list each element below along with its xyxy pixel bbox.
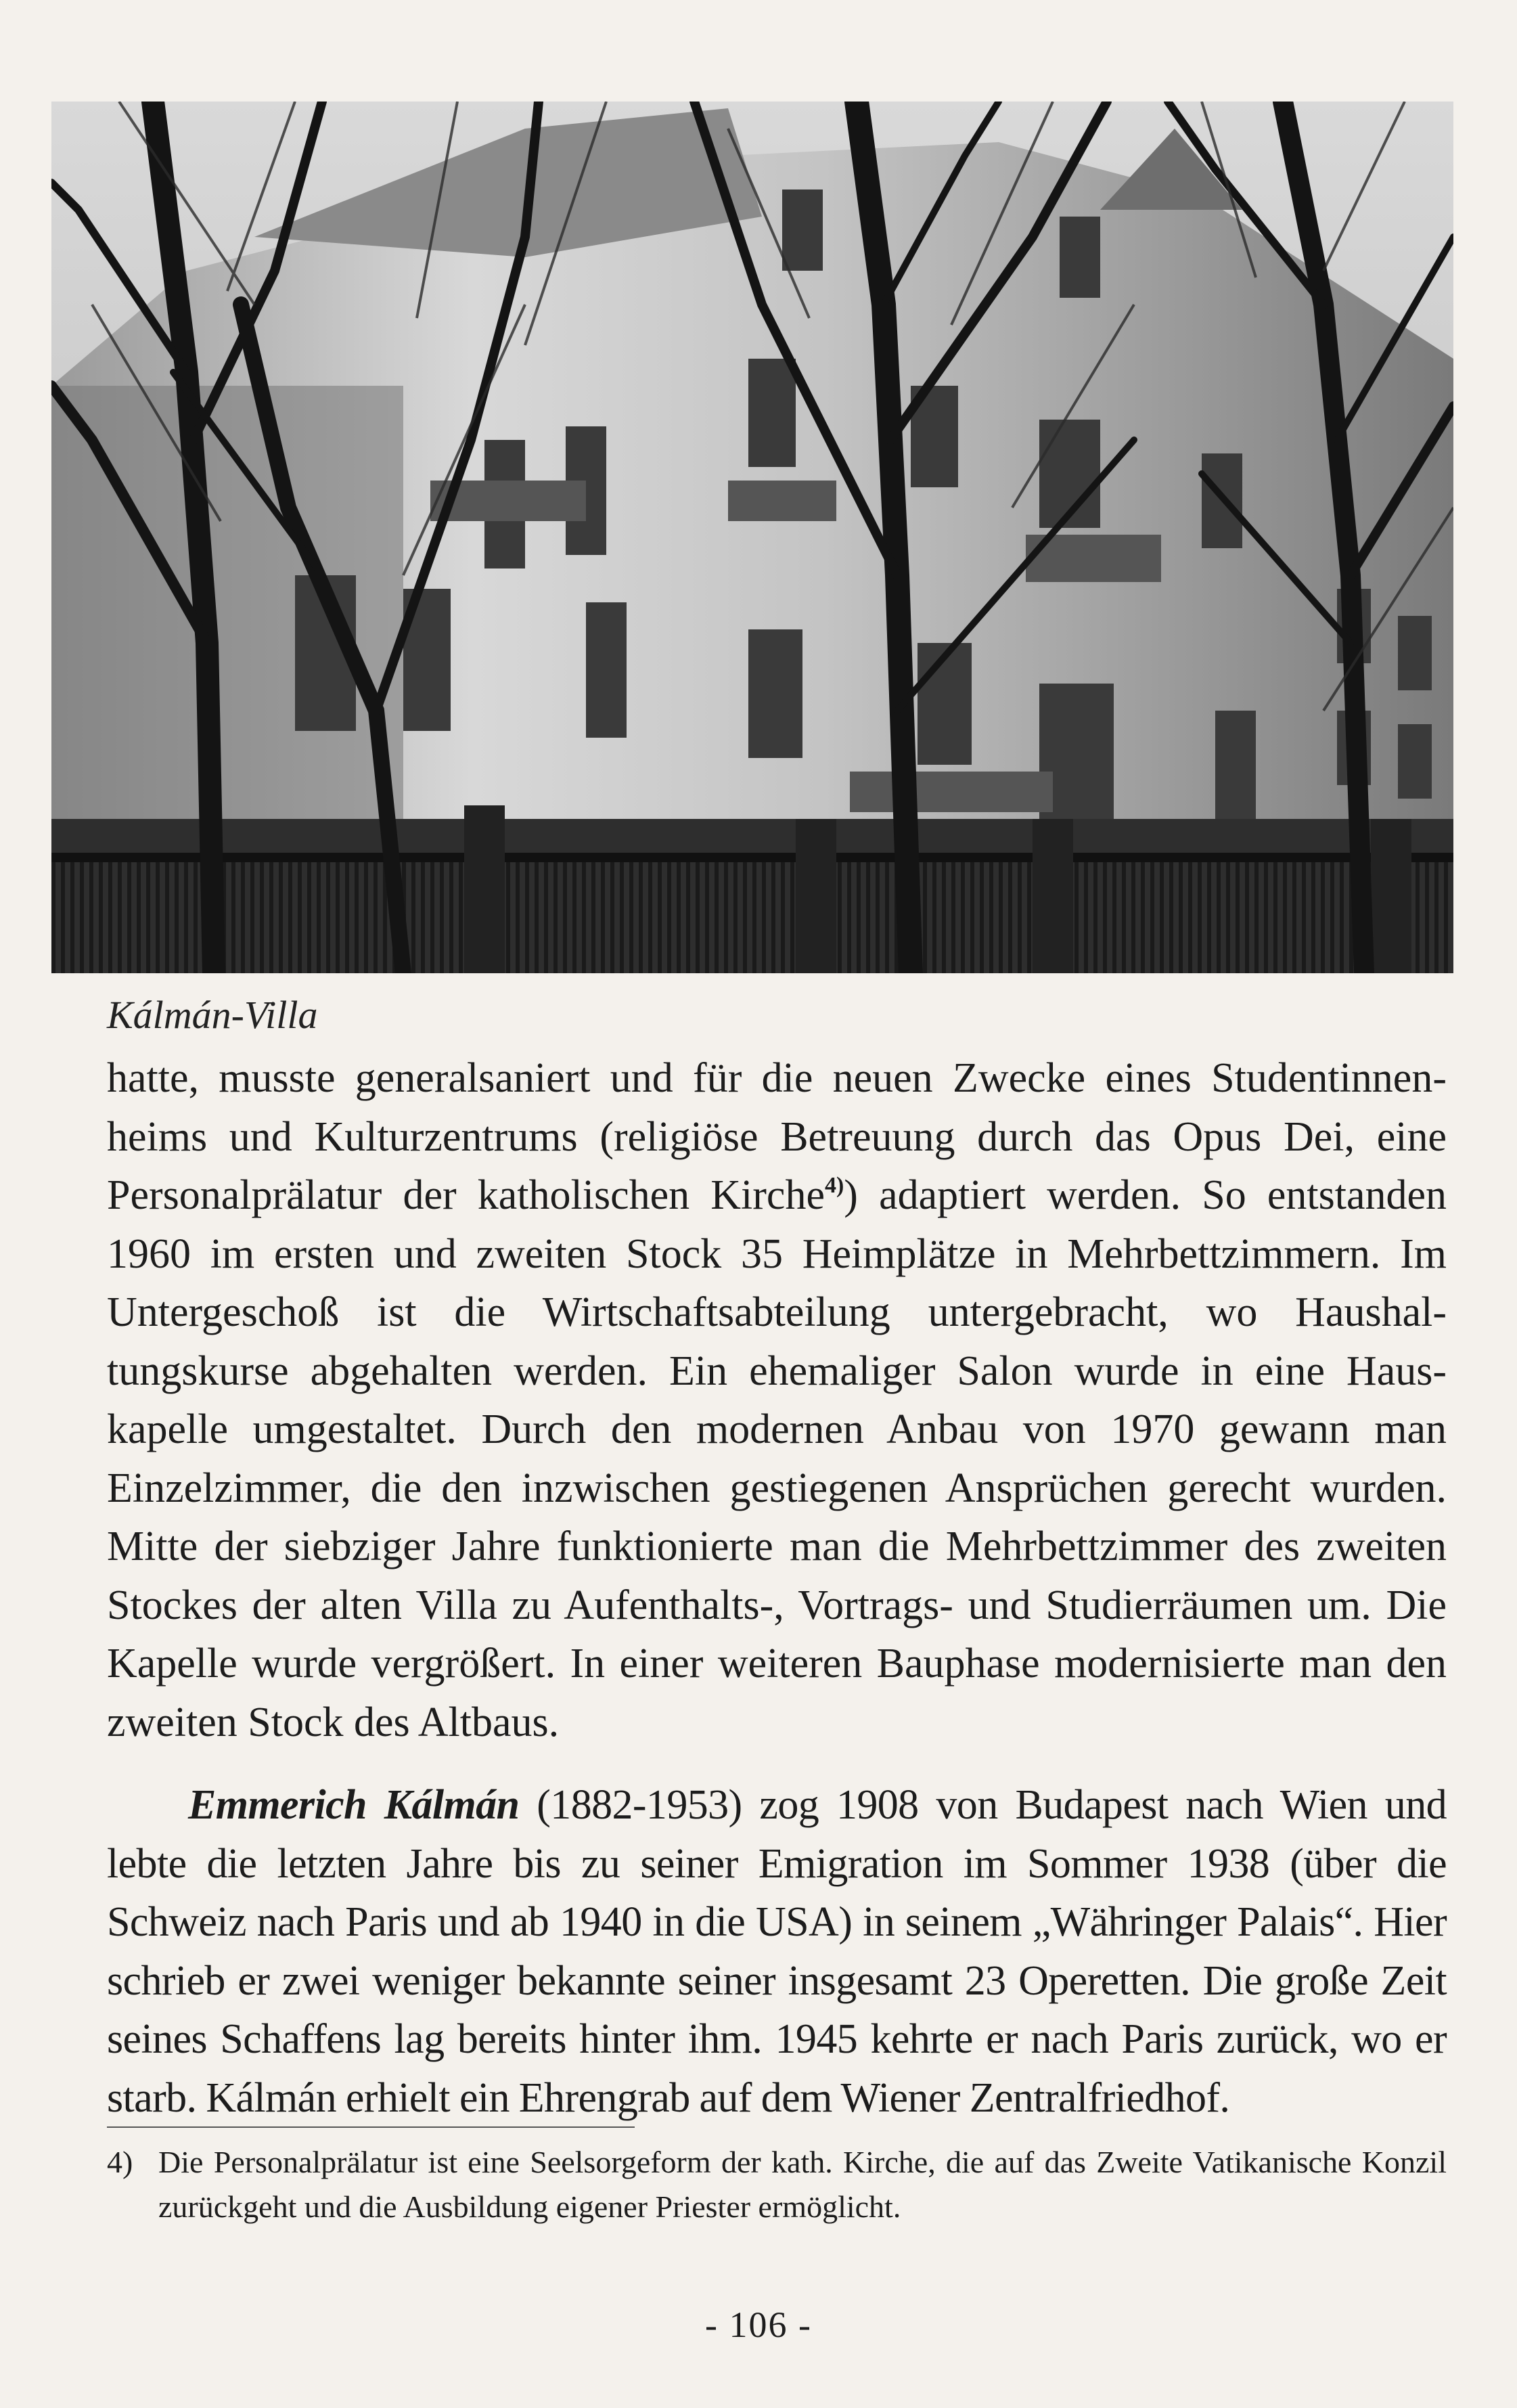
paragraph-1-text-before-note: hatte, musste generalsaniert und für die neuen Zwecke eines Studentinnenheims und Kulturzentrums (religiöse Betreuung durch das Opus Dei, eine Personalprälatur der katholischen Kirche [107,1055,1447,1218]
footnote-mark: 4) [107,2145,133,2179]
photo-caption: Kálmán-Villa [107,993,318,1037]
paragraph-1 [107,1049,1447,1752]
footnote-text: Die Personalprälatur ist eine Seelsorgeform der kath. Kirche, die auf das Zweite Vatikanische Konzil zurückgeht und die Ausbildung eigener Priester ermöglicht. [158,2145,1447,2224]
person-name: Emmerich Kálmán [188,1782,520,1828]
paragraph-2-text: (1882-1953) zog 1908 von Budapest nach Wien und lebte die letzten Jahre bis zu seiner Emigration im Sommer 1938 (über die Schweiz nach Paris und ab 1940 in die USA) in seinem „Währinger Palais“. Hier schrieb er zwei weniger bekannte seiner insgesamt 23 Operetten. Die große Zeit seines Schaffens lag bereits hinter ihm. 1945 kehrte er nach Paris zurück, wo er starb. Kálmán erhielt ein Ehrengrab auf dem Wiener Zentralfriedhof. [107,1782,1447,2121]
main-text [107,1049,1447,2127]
villa-photo [51,102,1453,973]
footnote-reference: 4) [824,1173,844,1198]
villa-photo-icon [51,102,1453,973]
paragraph-1-text-after-note: ) adaptiert werden. So entstanden 1960 im ersten und zweiten Stock 35 Heimplätze in Mehrbettzimmern. Im Untergeschoß ist die Wirtschaftsabteilung untergebracht, wo Haushaltungskurse abgehalten werden. Ein ehemaliger Salon wurde in eine Hauskapelle umgestaltet. Durch den modernen Anbau von 1970 gewann man Einzelzimmer, die den inzwischen gestiegenen Ansprüchen gerecht wurden. Mitte der siebziger Jahre funktionierte man die Mehrbettzimmer des zweiten Stockes der alten Villa zu Aufenthalts-, Vortrags- und Studierräumen um. Die Kapelle wurde vergrößert. In einer weiteren Bauphase modernisierte man den zweiten Stock des Altbaus. [107,1172,1447,1745]
footnote-divider [107,2126,635,2128]
footnote [107,2140,1447,2229]
paragraph-2 [107,1776,1447,2127]
page-number: - 106 - [705,2304,812,2345]
